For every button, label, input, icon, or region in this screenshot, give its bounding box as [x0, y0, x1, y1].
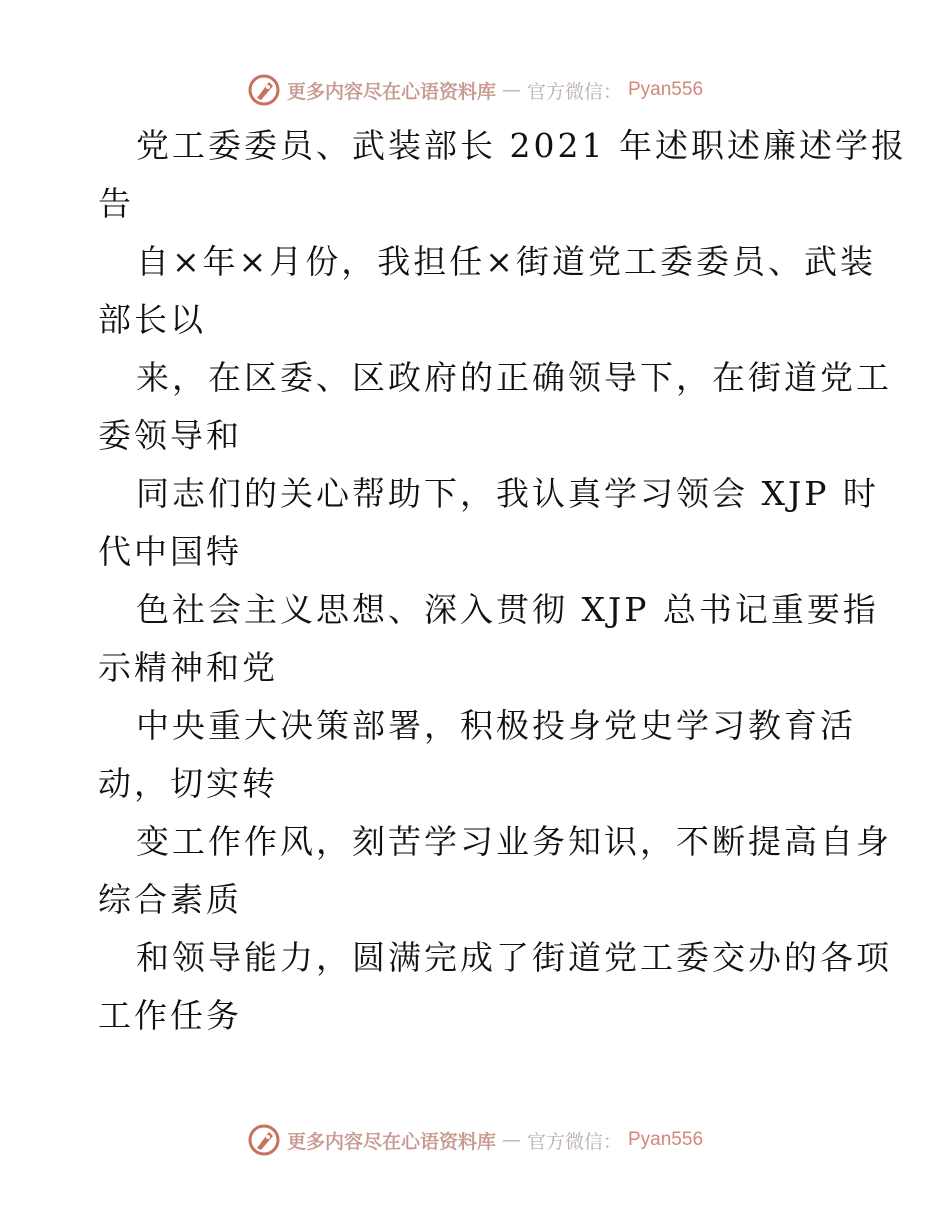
footer-watermark [0, 1120, 950, 1160]
watermark-label: 官方微信： [526, 80, 622, 103]
paragraph-line: 综合素质 [98, 880, 242, 919]
paragraph-line: 自×年×月份，我担任×街道党工委委员、武装 [136, 242, 876, 281]
watermark-brand: 更多内容尽在心语资料库 [286, 80, 496, 103]
watermark-separator: — [501, 1129, 521, 1151]
paragraph-line: 代中国特 [98, 532, 242, 571]
document-body [98, 117, 907, 1045]
watermark-label: 官方微信： [526, 1130, 622, 1153]
title-line-1: 党工委委员、武装部长 2021 年述职述廉述学报 [136, 126, 907, 165]
paragraph-line: 示精神和党 [98, 648, 278, 687]
paragraph-line: 来，在区委、区政府的正确领导下，在街道党工 [136, 358, 892, 397]
paragraph-line: 工作任务 [98, 996, 242, 1035]
watermark-wechat-id: Pyan556 [628, 79, 704, 100]
pen-nib-icon [247, 73, 281, 107]
pen-nib-icon [247, 1123, 281, 1157]
watermark-separator: — [501, 79, 521, 101]
paragraph-line: 部长以 [98, 300, 206, 339]
paragraph-line: 中央重大决策部署，积极投身党史学习教育活 [136, 706, 856, 745]
header-watermark [0, 70, 950, 110]
paragraph-line: 色社会主义思想、深入贯彻 XJP 总书记重要指 [136, 590, 879, 629]
paragraph-line: 同志们的关心帮助下，我认真学习领会 XJP 时 [136, 474, 879, 513]
paragraph-line: 变工作作风，刻苦学习业务知识，不断提高自身 [136, 822, 892, 861]
paragraph-line: 和领导能力，圆满完成了街道党工委交办的各项 [136, 938, 892, 977]
watermark-wechat-id: Pyan556 [628, 1129, 704, 1150]
watermark-brand: 更多内容尽在心语资料库 [286, 1130, 496, 1153]
title-line-2: 告 [98, 184, 134, 223]
paragraph-line: 委领导和 [98, 416, 242, 455]
paragraph-line: 动，切实转 [98, 764, 278, 803]
